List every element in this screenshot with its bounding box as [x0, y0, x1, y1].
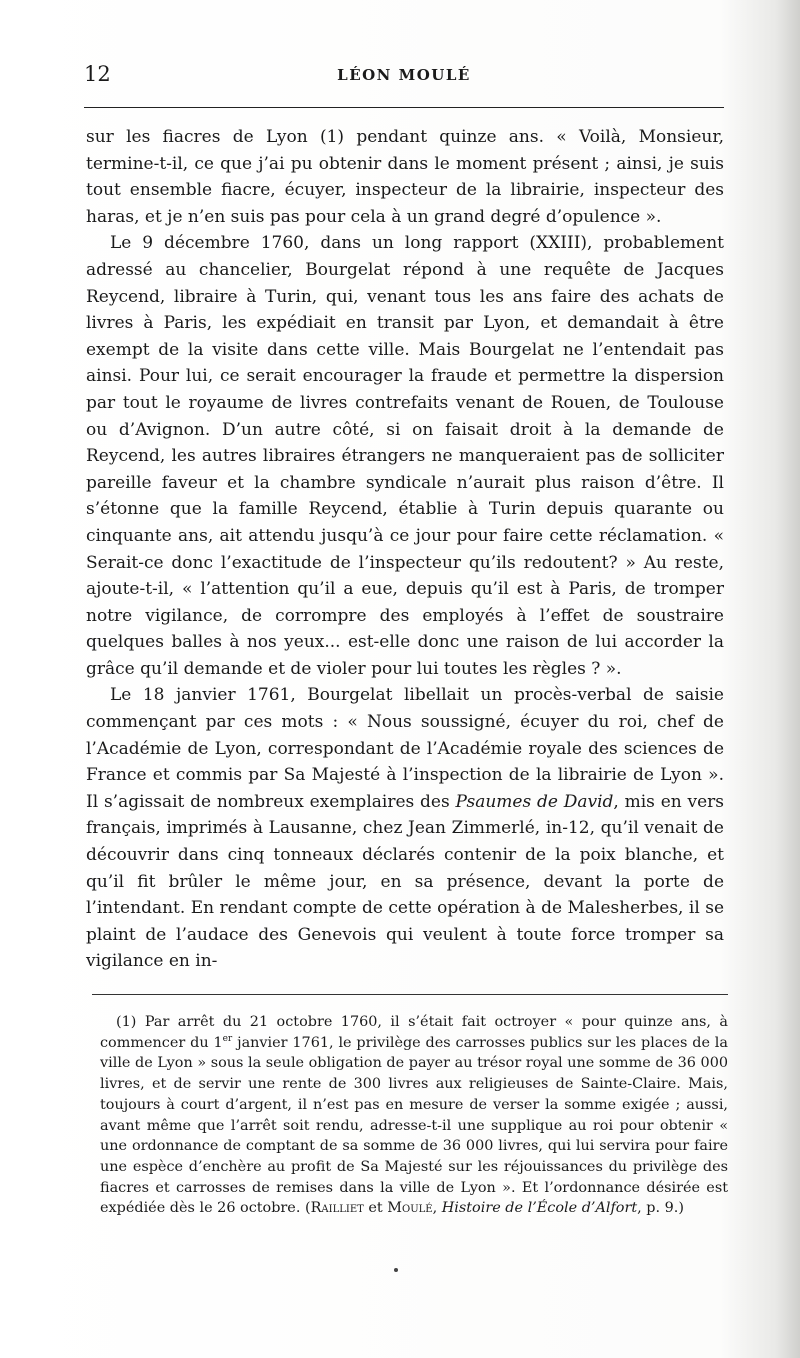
author-railliet: Railliet [310, 1200, 364, 1217]
footnote [100, 1012, 728, 1219]
paragraph-3-rest: , mis en vers français, imprimés à Lausanne, chez Jean Zimmerlé, in-12, qu’il venait de découvrir dans cinq tonneaux déclarés contenir de la poix blanche, et qu’il fit brûler le même jour, en sa présence, devant la porte de l’intendant. En rendant compte de cette opération à de Malesherbes, il se plaint de l’audace des Genevois qui veulent à toute force tromper sa vigilance en in- [86, 791, 725, 972]
footnote-text-1: (1) Par arrêt du 21 octobre 1760, il s’était fait octroyer « pour quinze ans, à commencer du 1 [100, 1014, 728, 1051]
paragraph-3 [86, 682, 724, 975]
body-text [86, 124, 724, 975]
paragraph-1: sur les fiacres de Lyon (1) pendant quinze ans. « Voilà, Monsieur, termine-t-il, ce que j’ai pu obtenir dans le moment présent ; ainsi, je suis tout ensemble fiacre, écuyer, inspecteur de la librairie, inspecteur des haras, et je n’en suis pas pour cela à un grand degré d’opulence ». [86, 127, 724, 227]
footnote-text-2: janvier 1761, le privilège des carrosses publics sur les places de la ville de Lyon » sous la seule obligation de payer au trésor royal une somme de 36 000 livres, et de servir une rente de 300 livres aux religieuses de Sainte-Claire. Mais, toujours à court d’argent, il n’est pas en mesure de verser la somme exigée ; aussi, avant même que l’arrêt soit rendu, adresse-t-il une supplique au roi pour obtenir « une ordonnance de comptant de sa somme de 36 000 livres, qui lui servira pour faire une espèce d’enchère au profit de Sa Majesté sur les réjouissances du privilège des fiacres et carrosses de remises dans la ville de Lyon ». Et l’ordonnance désirée est expédiée dès le 26 octobre. ( [100, 1034, 728, 1217]
book-title-psaumes: Psaumes de David [455, 791, 614, 812]
footnote-superscript: er [222, 1033, 233, 1044]
ink-dot [394, 1268, 398, 1272]
paragraph-2: Le 9 décembre 1760, dans un long rapport (XXIII), probablement adressé au chancelier, Bourgelat répond à une requête de Jacques Reycend, libraire à Turin, qui, venant tous les ans faire des achats de livres à Paris, les expédiait en transit par Lyon, et demandait à être exempt de la visite dans cette ville. Mais Bourgelat ne l’entendait pas ainsi. Pour lui, ce serait encourager la fraude et permettre la dispersion par tout le royaume de livres contrefaits venant de Rouen, de Toulouse ou d’Avignon. D’un autre côté, si on faisait droit à la demande de Reycend, les autres libraires étrangers ne manqueraient pas de solliciter pareille faveur et la chambre syndicale n’aurait plus raison d’être. Il s’étonne que la famille Reycend, établie à Turin depuis quarante ou cinquante ans, ait attendu jusqu’à ce jour pour faire cette réclamation. « Serait-ce donc l’exactitude de l’inspecteur qu’ils redoutent? » Au reste, ajoute-t-il, « l’attention qu’il a eue, depuis qu’il est à Paris, de tromper notre vigilance, de corrompre des employés à l’effet de soustraire quelques balles à nos yeux... est-elle donc une raison de lui accorder la grâce qu’il demande et de violer pour lui toutes les règles ? ». [86, 233, 724, 679]
header-rule [84, 107, 724, 108]
footnote-tail: , p. 9.) [637, 1200, 684, 1217]
footnote-comma: , [432, 1200, 442, 1217]
page-number: 12 [84, 62, 111, 86]
page-header [84, 62, 724, 92]
author-moule: Moulé [387, 1200, 433, 1217]
paragraph-3-start: Le 18 janvier 1761, Bourgelat libellait un procès-verbal de saisie commençant par ces mots : « Nous soussigné, écuyer du roi, chef de l’Académie de Lyon, correspondant de l’Académie royale des sciences de France et commis par Sa Majesté à l’inspection de la librairie de Lyon ». Il s’agissait de nombreux exemplaires des [86, 685, 724, 812]
running-head: LÉON MOULÉ [337, 66, 471, 84]
footnote-rule [92, 994, 728, 995]
footnote-and: et [363, 1200, 388, 1217]
footnote-paragraph [100, 1012, 728, 1219]
cited-book-title: Histoire de l’École d’Alfort [441, 1200, 638, 1217]
